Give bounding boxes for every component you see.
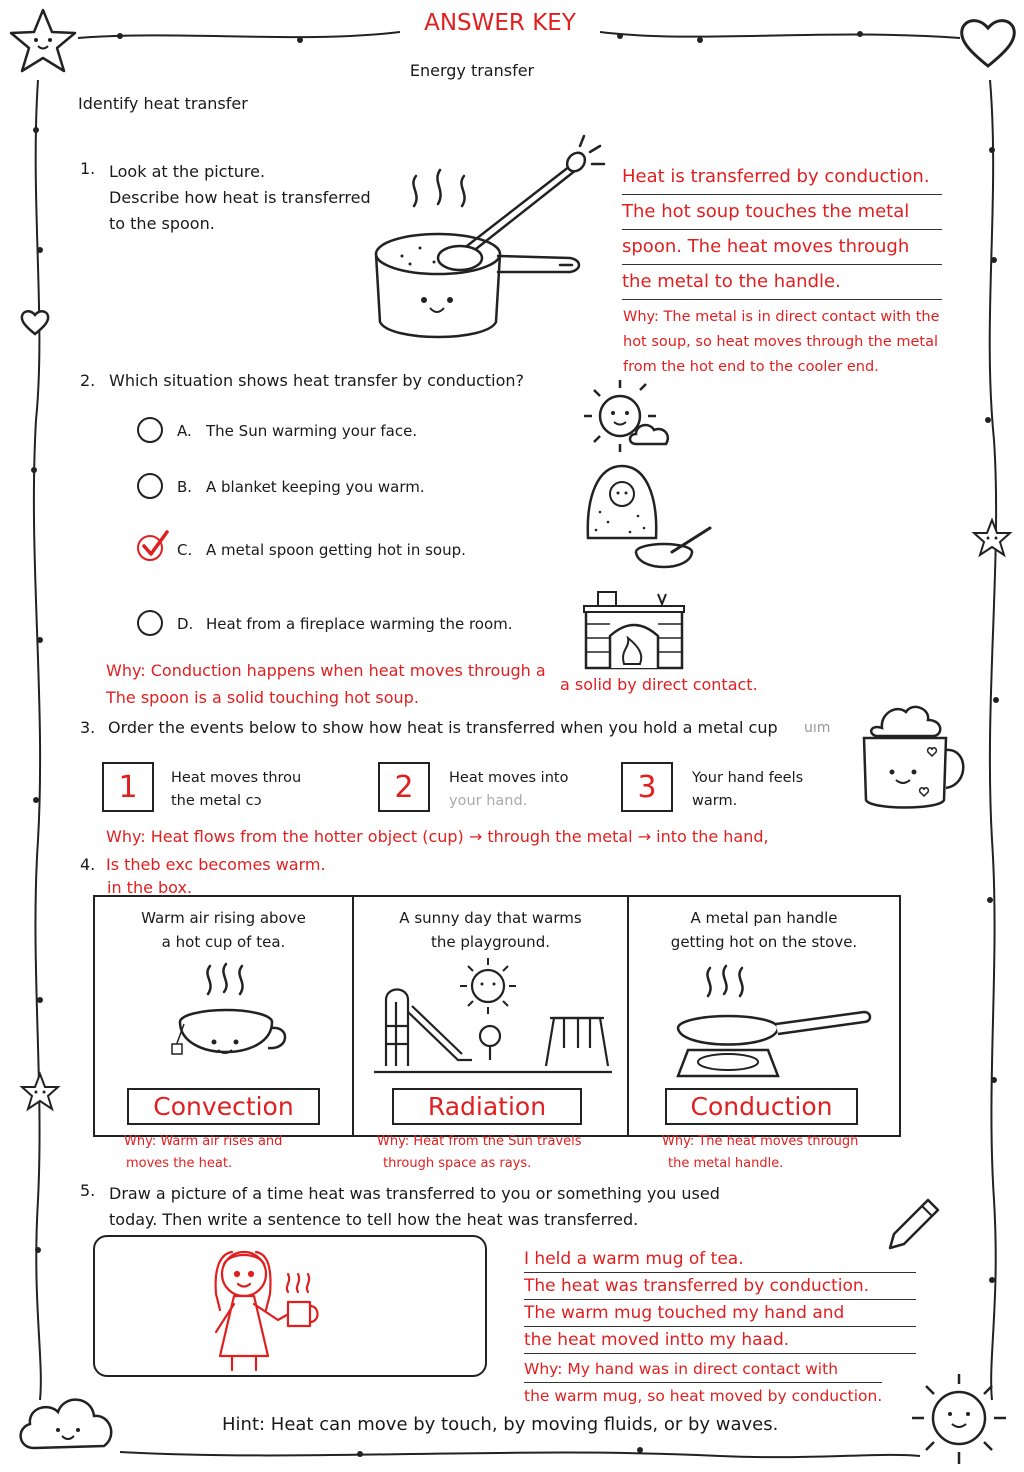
step-2-number: 2: [378, 762, 430, 812]
sun-cloud-icon: [570, 376, 680, 460]
cell-line: the playground.: [431, 933, 550, 951]
pan-on-stove-icon: [674, 958, 874, 1082]
cell-line: a hot cup of tea.: [161, 933, 286, 951]
cell-3-why: [662, 1131, 858, 1175]
q1-answer: [622, 160, 942, 300]
hint-text: Hint: Heat can move by touch, by moving fluids, or by waves.: [222, 1414, 779, 1435]
answer-box-radiation: Radiation: [392, 1088, 582, 1125]
step-line: Heat moves throu: [171, 770, 302, 786]
option-d-radio[interactable]: [137, 610, 163, 636]
q2-why-line1b: a solid by direct contact.: [560, 675, 758, 694]
option-b-radio[interactable]: [137, 473, 163, 499]
q3-question-tail: uım: [804, 720, 831, 736]
step-2-text: [449, 767, 568, 813]
cloud-doodle-icon: [14, 1388, 124, 1458]
q5-answer: [524, 1246, 916, 1354]
why-line: Why: Heat from the Sun travels: [377, 1134, 582, 1149]
answer-line: The heat was transferred by conduction.: [524, 1273, 916, 1300]
step-line: Heat moves into: [449, 770, 569, 786]
step-line: the metal cɔ: [171, 793, 262, 809]
bowl-spoon-icon: [632, 522, 722, 584]
answer-line: the heat moved intto my haad.: [524, 1327, 916, 1354]
q2-why-line2: The spoon is a solid touching hot soup.: [106, 688, 419, 707]
option-c-text: A metal spoon getting hot in soup.: [206, 541, 466, 559]
answer-line: spoon. The heat moves through: [622, 230, 942, 265]
hot-cocoa-mug-icon: [856, 700, 976, 812]
q5-line: today. Then write a sentence to tell how the heat was transferred.: [109, 1210, 639, 1229]
checkmark-icon: [139, 530, 169, 560]
q1-prompt: [109, 159, 371, 237]
step-3-number: 3: [621, 762, 673, 812]
option-a-text: The Sun warming your face.: [206, 422, 418, 440]
sun-doodle-icon: [904, 1370, 1014, 1470]
q4-instruction: in the box.: [107, 878, 193, 897]
q1-line: to the spoon.: [109, 214, 215, 233]
step-line: warm.: [692, 793, 738, 809]
step-3-text: [692, 767, 803, 813]
answer-box-convection: Convection: [127, 1088, 320, 1125]
cell-line: A metal pan handle: [690, 909, 838, 927]
why-line: through space as rays.: [383, 1156, 532, 1171]
why-line: Why: My hand was in direct contact with: [524, 1356, 882, 1383]
q2-number: 2.: [80, 371, 96, 390]
answer-line: Heat is transferred by conduction.: [622, 160, 942, 195]
answer-box-conduction: Conduction: [665, 1088, 858, 1125]
answer-key-title: ANSWER KEY: [424, 10, 576, 36]
step-1-number: 1: [102, 762, 154, 812]
q5-number: 5.: [80, 1181, 96, 1200]
q3-why: Why: Heat flows from the hotter object (cup) → through the metal → into the hand,: [106, 827, 769, 846]
q2-question: Which situation shows heat transfer by conduction?: [109, 371, 525, 390]
fireplace-icon: [584, 588, 684, 670]
small-heart-icon: [20, 308, 50, 336]
q5-line: Draw a picture of a time heat was transferred to you or something you used: [109, 1184, 720, 1203]
answer-line: I held a warm mug of tea.: [524, 1246, 916, 1273]
q1-number: 1.: [80, 159, 96, 178]
answer-line: The warm mug touched my hand and: [524, 1300, 916, 1327]
pencil-icon: [884, 1194, 944, 1254]
why-line: Why: The heat moves through: [662, 1134, 859, 1149]
option-a-radio[interactable]: [137, 417, 163, 443]
option-d-letter: D.: [177, 615, 194, 633]
option-b-text: A blanket keeping you warm.: [206, 478, 425, 496]
q5-prompt: [109, 1181, 720, 1233]
cell-1-prompt: [95, 906, 352, 954]
why-line: Why: Warm air rises and: [124, 1134, 283, 1149]
q1-why: [623, 305, 940, 380]
q3-number: 3.: [80, 718, 96, 737]
step-1-text: [171, 767, 301, 813]
why-line: moves the heat.: [126, 1156, 233, 1171]
why-line: hot soup, so heat moves through the metal: [623, 334, 939, 350]
cell-line: A sunny day that warms: [399, 909, 582, 927]
cell-2-prompt: [354, 906, 627, 954]
cell-line: getting hot on the stove.: [670, 933, 858, 951]
small-star-icon: [20, 1072, 60, 1112]
q3-question: Order the events below to show how heat is transferred when you hold a metal cup: [108, 718, 778, 737]
why-line: Why: The metal is in direct contact with the: [623, 309, 940, 325]
option-b-letter: B.: [177, 478, 193, 496]
cell-3-prompt: [629, 906, 899, 954]
cell-2-why: [377, 1131, 582, 1175]
soup-pot-spoon-icon: [370, 136, 610, 346]
why-line: the warm mug, so heat moved by conduction.: [524, 1387, 883, 1405]
why-line: from the hot end to the cooler end.: [623, 359, 879, 375]
small-star-icon: [972, 518, 1012, 558]
step-line: Your hand feels: [692, 770, 804, 786]
tea-cup-icon: [172, 958, 292, 1070]
answer-line: The hot soup touches the metal: [622, 195, 942, 230]
q3-why-cont: Is theb exc becomes warm.: [106, 855, 326, 874]
q2-why-line1: Why: Conduction happens when heat moves through a: [106, 661, 546, 680]
option-c-letter: C.: [177, 541, 193, 559]
playground-sun-icon: [372, 956, 614, 1084]
why-line: the metal handle.: [668, 1156, 784, 1171]
cell-1-why: [124, 1131, 282, 1175]
q1-line: Describe how heat is transferred: [109, 188, 371, 207]
girl-holding-mug-drawing: [200, 1244, 330, 1372]
page-subtitle: Energy transfer: [409, 61, 535, 80]
cell-line: Warm air rising above: [141, 909, 306, 927]
q5-why: [524, 1356, 882, 1409]
option-a-letter: A.: [177, 422, 192, 440]
q4-number: 4.: [80, 855, 96, 874]
section-title: Identify heat transfer: [78, 94, 248, 113]
q1-line: Look at the picture.: [109, 162, 266, 181]
step-line: your hand.: [449, 793, 528, 809]
option-d-text: Heat from a fireplace warming the room.: [206, 615, 513, 633]
answer-line: the metal to the handle.: [622, 265, 942, 300]
